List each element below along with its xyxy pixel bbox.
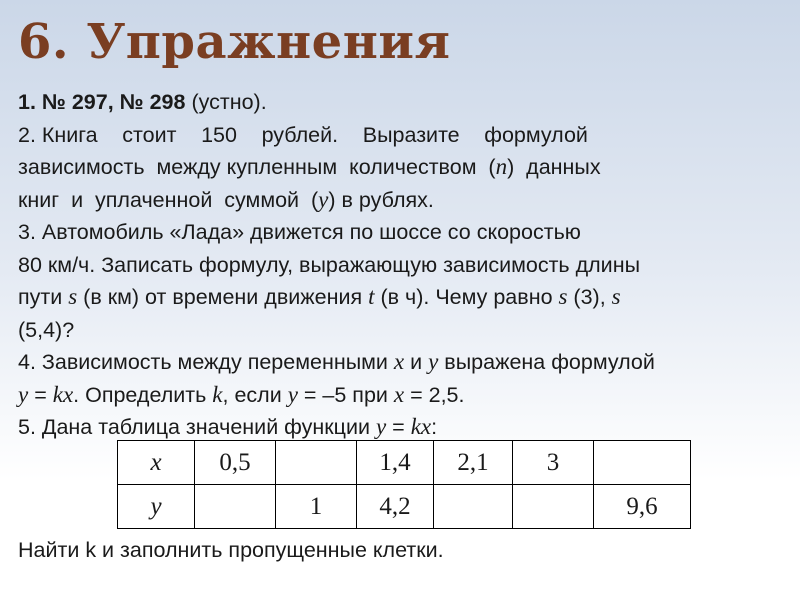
text: ) в рублях. — [328, 187, 434, 212]
table-cell: 1,4 — [357, 441, 434, 485]
exercise-2-line-1 — [18, 119, 588, 152]
var-y: y — [18, 381, 29, 407]
table-cell: 4,2 — [357, 485, 434, 529]
row-header-x: x — [118, 441, 195, 485]
var-y: y — [287, 381, 298, 407]
table-cell: 9,6 — [594, 485, 691, 529]
text: = –5 при — [297, 382, 394, 407]
text: = — [386, 415, 411, 439]
word: стоит — [122, 122, 177, 147]
exercise-4-line-2 — [18, 379, 788, 412]
var-y: y — [318, 186, 329, 212]
table-cell — [276, 441, 357, 485]
row-header-y: y — [118, 485, 195, 529]
table-cell — [195, 485, 276, 529]
exercise-2-line-3 — [18, 184, 788, 217]
exercise-3-line-4: (5,4)? — [18, 317, 75, 342]
table-cell: 3 — [513, 441, 594, 485]
table-cell: 1 — [276, 485, 357, 529]
exercise-3-line-1: 3. Автомобиль «Лада» движется по шоссе со скоростью — [18, 220, 581, 244]
text: (в км) от времени движения — [77, 285, 369, 309]
text: 4. Зависимость между переменными — [18, 350, 394, 374]
table-cell: 0,5 — [195, 441, 276, 485]
table-cell — [434, 485, 513, 529]
var-x: x — [393, 381, 405, 407]
text: (в ч). Чему равно — [374, 285, 559, 309]
word: 2. Книга — [18, 122, 98, 147]
var-s: s — [611, 284, 621, 309]
function-table-wrap — [117, 440, 691, 529]
exercise-3-line-3 — [18, 281, 788, 314]
slide-title: 6. Упражнения — [18, 14, 451, 70]
word: рублей. — [261, 122, 339, 147]
text: пути — [18, 285, 69, 309]
word: Выразите — [362, 122, 460, 147]
var-y: y — [428, 349, 439, 374]
var-t: t — [368, 284, 375, 309]
text: зависимость между купленным количеством ( — [18, 155, 496, 179]
function-table — [117, 440, 691, 529]
var-s: s — [558, 284, 568, 309]
exercise-1 — [18, 86, 788, 119]
text: : — [431, 415, 438, 439]
text: ) данных — [507, 155, 601, 179]
table-cell — [594, 441, 691, 485]
table-cell: 2,1 — [434, 441, 513, 485]
exercise-3-line-2: 80 км/ч. Записать формулу, выражающую зависимость длины — [18, 252, 641, 277]
text: 5. Дана таблица значений функции — [18, 415, 376, 439]
word: 150 — [201, 122, 237, 147]
var-k: k — [212, 381, 223, 407]
var-n: n — [495, 154, 508, 179]
text: = — [28, 382, 53, 407]
text: книг и уплаченной суммой ( — [18, 187, 319, 212]
var-kx: kx — [52, 381, 74, 407]
text: выражена формулой — [438, 350, 655, 374]
word: формулой — [484, 122, 588, 147]
var-x: x — [393, 349, 405, 374]
final-instruction: Найти k и заполнить пропущенные клетки. — [18, 538, 444, 562]
text: . Определить — [73, 382, 213, 407]
exercise-5-line-1 — [18, 411, 788, 444]
text: и — [404, 350, 429, 374]
exercise-1-note: (устно). — [185, 90, 267, 114]
exercise-1-numbers: 1. № 297, № 298 — [18, 90, 186, 114]
exercise-4-line-1 — [18, 346, 788, 379]
var-kx: kx — [410, 414, 432, 439]
text: = 2,5. — [404, 382, 465, 407]
table-row-x — [118, 441, 691, 485]
var-s: s — [68, 284, 78, 309]
var-y: y — [375, 414, 387, 439]
text: (3), — [567, 285, 612, 309]
text: , если — [222, 382, 288, 407]
exercise-list — [18, 86, 788, 444]
exercise-2-line-2 — [18, 151, 788, 184]
table-row-y — [118, 485, 691, 529]
table-cell — [513, 485, 594, 529]
